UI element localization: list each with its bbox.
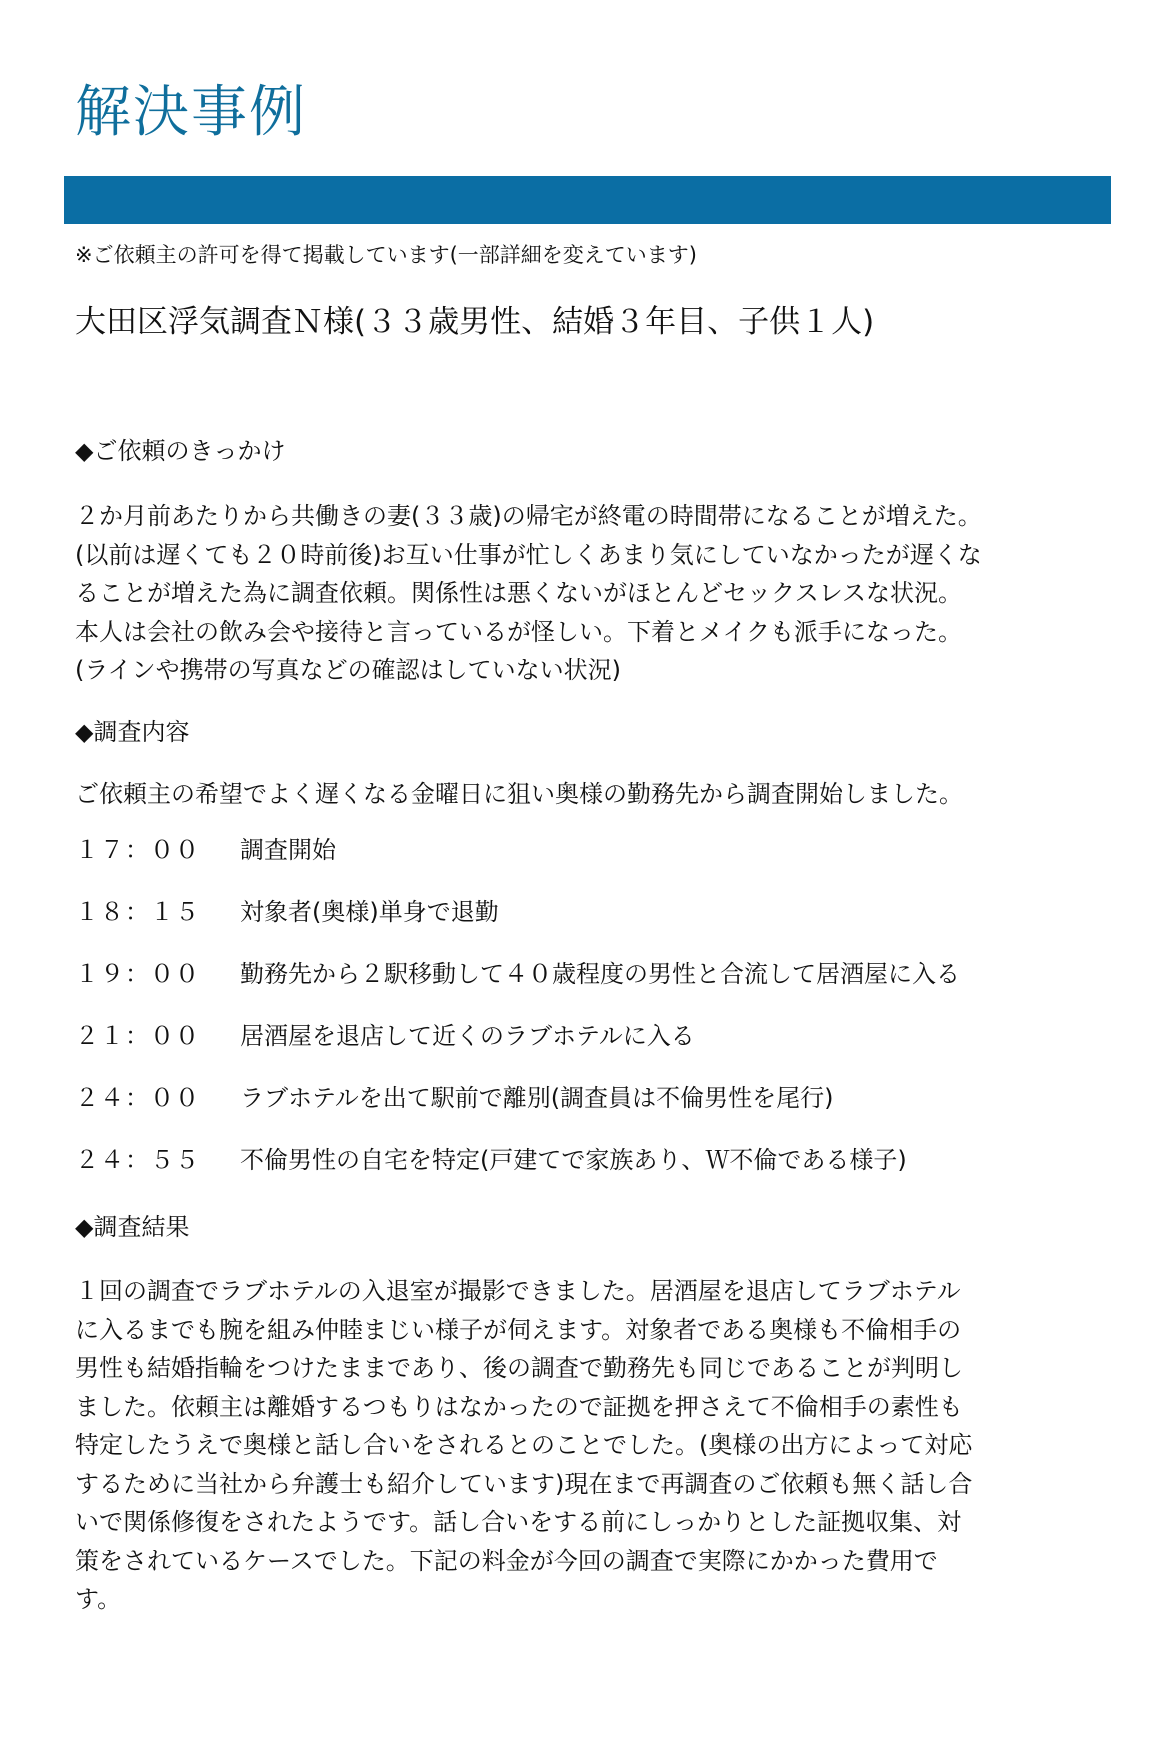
case-heading: 大田区浮気調査Ｎ様(３３歳男性、結婚３年目、子供１人)	[75, 304, 875, 340]
timeline-row	[75, 1079, 960, 1141]
timeline-time: １８：１５	[75, 898, 200, 926]
page-title: 解決事例	[75, 80, 307, 145]
timeline-desc: 対象者(奥様)単身で退勤	[240, 898, 499, 926]
result-paragraph	[75, 1272, 1115, 1619]
result-line: す。	[75, 1585, 122, 1613]
trigger-line: ２か月前あたりから共働きの妻(３３歳)の帰宅が終電の時間帯になることが増えた。	[75, 502, 982, 530]
permission-notice: ※ご依頼主の許可を得て掲載しています(一部詳細を変えています)	[75, 243, 697, 267]
timeline-desc: 居酒屋を退店して近くのラブホテルに入る	[240, 1022, 695, 1050]
result-line: に入るまでも腕を組み仲睦まじい様子が伺えます。対象者である奥様も不倫相手の	[75, 1315, 962, 1344]
result-line: 策をされているケースでした。下記の料金が今回の調査で実際にかかった費用で	[75, 1546, 938, 1575]
timeline-time: １９：００	[75, 960, 200, 988]
trigger-line: (ラインや携帯の写真などの確認はしていない状況)	[75, 656, 622, 684]
result-line: するために当社から弁護士も紹介しています)現在まで再調査のご依頼も無く話し合	[75, 1469, 973, 1498]
result-line: いで関係修復をされたようです。話し合いをする前にしっかりとした証拠収集、対	[75, 1508, 962, 1536]
timeline-time: ２４：００	[75, 1084, 200, 1112]
timeline-time: ２４：５５	[75, 1146, 200, 1174]
timeline-row	[75, 1141, 960, 1203]
timeline-desc: ラブホテルを出て駅前で離別(調査員は不倫男性を尾行)	[240, 1084, 834, 1112]
timeline-desc: 不倫男性の自宅を特定(戸建てで家族あり、Ｗ不倫である様子)	[240, 1146, 907, 1174]
result-line: 特定したうえで奥様と話し合いをされるとのことでした。(奥様の出方によって対応	[75, 1431, 973, 1459]
trigger-line: ることが増えた為に調査依頼。関係性は悪くないがほとんどセックスレスな状況。	[75, 579, 963, 607]
trigger-line: 本人は会社の飲み会や接待と言っているが怪しい。下着とメイクも派手になった。	[75, 617, 963, 646]
timeline-time: ２１：００	[75, 1022, 200, 1050]
section-heading-trigger: ◆ご依頼のきっかけ	[75, 437, 286, 465]
timeline-row	[75, 893, 960, 955]
title-underline-bar	[64, 176, 1111, 224]
section-heading-result: ◆調査結果	[75, 1213, 190, 1241]
timeline-row	[75, 955, 960, 1017]
content-intro: ご依頼主の希望でよく遅くなる金曜日に狙い奥様の勤務先から調査開始しました。	[75, 780, 963, 808]
result-line: 男性も結婚指輪をつけたままであり、後の調査で勤務先も同じであることが判明し	[75, 1354, 963, 1382]
result-line: １回の調査でラブホテルの入退室が撮影できました。居酒屋を退店してラブホテル	[75, 1277, 961, 1305]
section-heading-content: ◆調査内容	[75, 718, 190, 746]
timeline-time: １７：００	[75, 836, 200, 864]
result-line: ました。依頼主は離婚するつもりはなかったので証拠を押さえて不倫相手の素性も	[75, 1392, 963, 1421]
timeline-desc: 調査開始	[240, 836, 336, 864]
investigation-timeline	[75, 831, 960, 1203]
timeline-desc: 勤務先から２駅移動して４０歳程度の男性と合流して居酒屋に入る	[240, 960, 960, 988]
timeline-row	[75, 831, 960, 893]
trigger-paragraph	[75, 497, 1115, 690]
timeline-row	[75, 1017, 960, 1079]
trigger-line: (以前は遅くても２０時前後)お互い仕事が忙しくあまり気にしていなかったが遅くな	[75, 540, 982, 569]
